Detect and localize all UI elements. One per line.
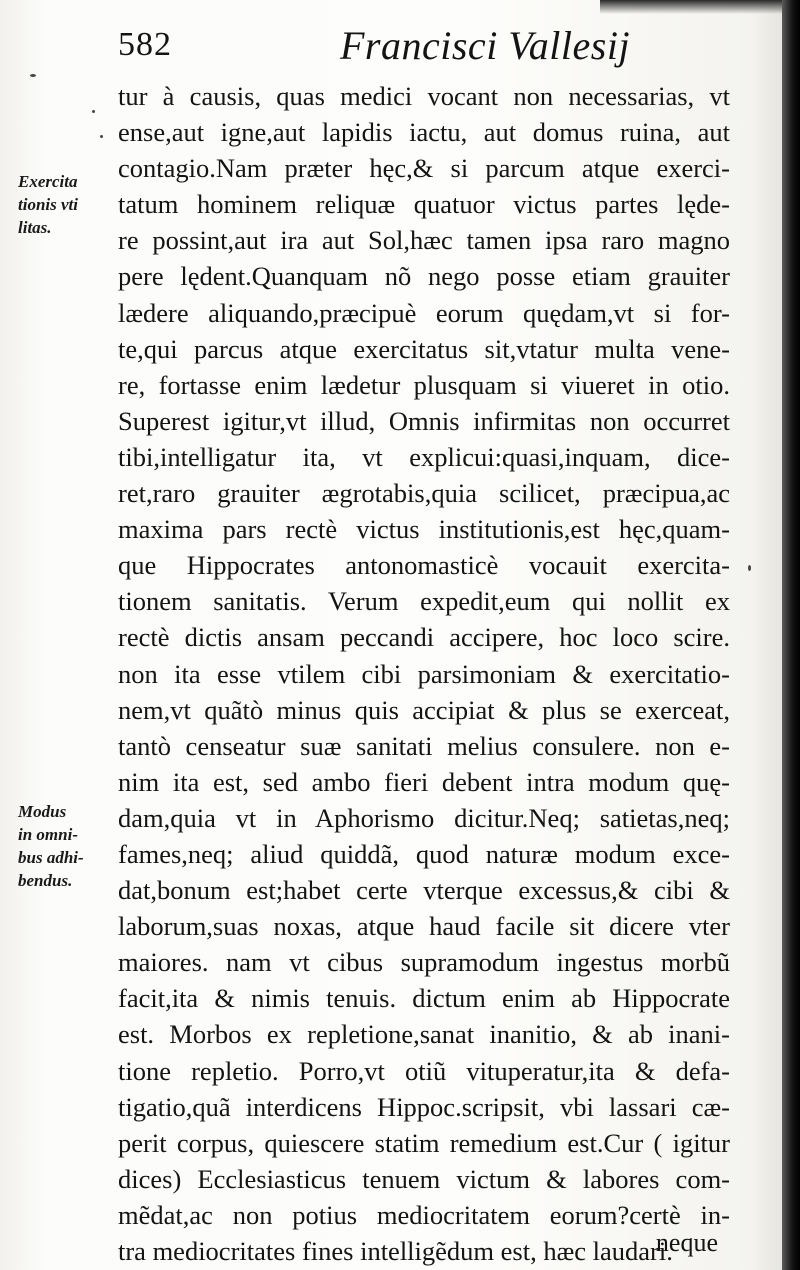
page-header (118, 20, 728, 76)
text-line: tra mediocritates fines intelligẽdum est, hæc laudari. (118, 1236, 673, 1266)
text-line: nim ita est, sed ambo fieri debent intra modum quę- (118, 766, 730, 797)
text-line: tantò censeatur suæ sanitati melius consulere. non e- (118, 730, 730, 761)
ink-speck (92, 110, 95, 113)
text-line: maiores. nam vt cibus supramodum ingestus morbũ (118, 947, 730, 978)
text-line: nem,vt quãtò minus quis accipiat & plus se exerceat, (118, 694, 730, 725)
text-line: re, fortasse enim lædetur plusquam si viueret in otio. (118, 369, 730, 400)
margin-note-line: tionis vti (18, 195, 78, 214)
text-line: te,qui parcus atque exercitatus sit,vtatur multa vene- (118, 333, 730, 364)
text-line: non ita esse vtilem cibi parsimoniam & exercitatio- (118, 658, 730, 689)
ink-speck (100, 135, 103, 138)
text-line: contagio.Nam præter hęc,& si parcum atque exerci- (118, 153, 730, 184)
text-line: pere lędent.Quanquam nõ nego posse etiam grauiter (118, 261, 730, 292)
book-spine-shadow (782, 0, 800, 1270)
text-line: ense,aut igne,aut lapidis iactu, aut domus ruina, aut (118, 117, 730, 148)
margin-note-line: bendus. (18, 871, 73, 890)
text-line: perit corpus, quiescere statim remedium est.Cur ( igitur (118, 1127, 730, 1158)
text-line: que Hippocrates antonomasticè vocauit exercita- (118, 550, 730, 581)
text-line: tur à causis, quas medici vocant non necessarias, vt (118, 81, 730, 111)
page-edge-shadow (600, 0, 782, 14)
page-number: 582 (118, 26, 172, 63)
margin-note-line: Exercita (18, 172, 78, 191)
ink-speck (748, 565, 751, 571)
text-line: tione repletio. Porro,vt otiũ vituperatur,ita & defa- (118, 1055, 730, 1086)
margin-note-exercitationis (18, 170, 118, 239)
text-line: laborum,suas noxas, atque haud facile sit dicere vter (118, 911, 730, 942)
text-line: tigatio,quã interdicens Hippoc.scripsit, vbi lassari cæ- (118, 1091, 730, 1122)
margin-note-line: litas. (18, 218, 52, 237)
text-line: est. Morbos ex repletione,sanat inanitio, & ab inani- (118, 1019, 730, 1050)
text-line: dices) Ecclesiasticus tenuem victum & labores com- (118, 1163, 730, 1194)
body-text (118, 78, 730, 1269)
margin-note-line: bus adhi- (18, 848, 84, 867)
text-line: re possint,aut ira aut Sol,hæc tamen ipsa raro magno (118, 225, 730, 256)
margin-note-line: Modus (18, 802, 67, 821)
ink-speck (30, 74, 36, 77)
text-line: tatum hominem reliquæ quatuor victus partes lęde- (118, 189, 730, 220)
text-line: fames,neq; aliud quiddã, quod naturæ modum exce- (118, 838, 730, 869)
text-line: facit,ita & nimis tenuis. dictum enim ab Hippocrate (118, 983, 730, 1014)
catchword: neque (655, 1228, 718, 1257)
text-line: dam,quia vt in Aphorismo dicitur.Neq; satietas,neq; (118, 802, 730, 833)
margin-note-line: in omni- (18, 825, 78, 844)
text-line: maxima pars rectè victus institutionis,est hęc,quam- (118, 514, 730, 545)
text-line: Superest igitur,vt illud, Omnis infirmitas non occurret (118, 405, 730, 436)
text-line: dat,bonum est;habet certe vterque excessus,& cibi & (118, 875, 730, 906)
margin-note-modus (18, 800, 118, 892)
running-head: Francisci Vallesij (340, 23, 631, 68)
text-line: tionem sanitatis. Verum expedit,eum qui nollit ex (118, 586, 730, 617)
text-line: tibi,intelligatur ita, vt explicui:quasi,inquam, dice- (118, 441, 730, 472)
text-line: mẽdat,ac non potius mediocritatem eorum?certè in- (118, 1199, 730, 1230)
text-line: ret,raro grauiter ægrotabis,quia scilicet, præcipua,ac (118, 478, 730, 509)
text-line: lædere aliquando,præcipuè eorum quędam,vt si for- (118, 297, 730, 328)
text-line: rectè dictis ansam peccandi accipere, hoc loco scire. (118, 622, 730, 653)
